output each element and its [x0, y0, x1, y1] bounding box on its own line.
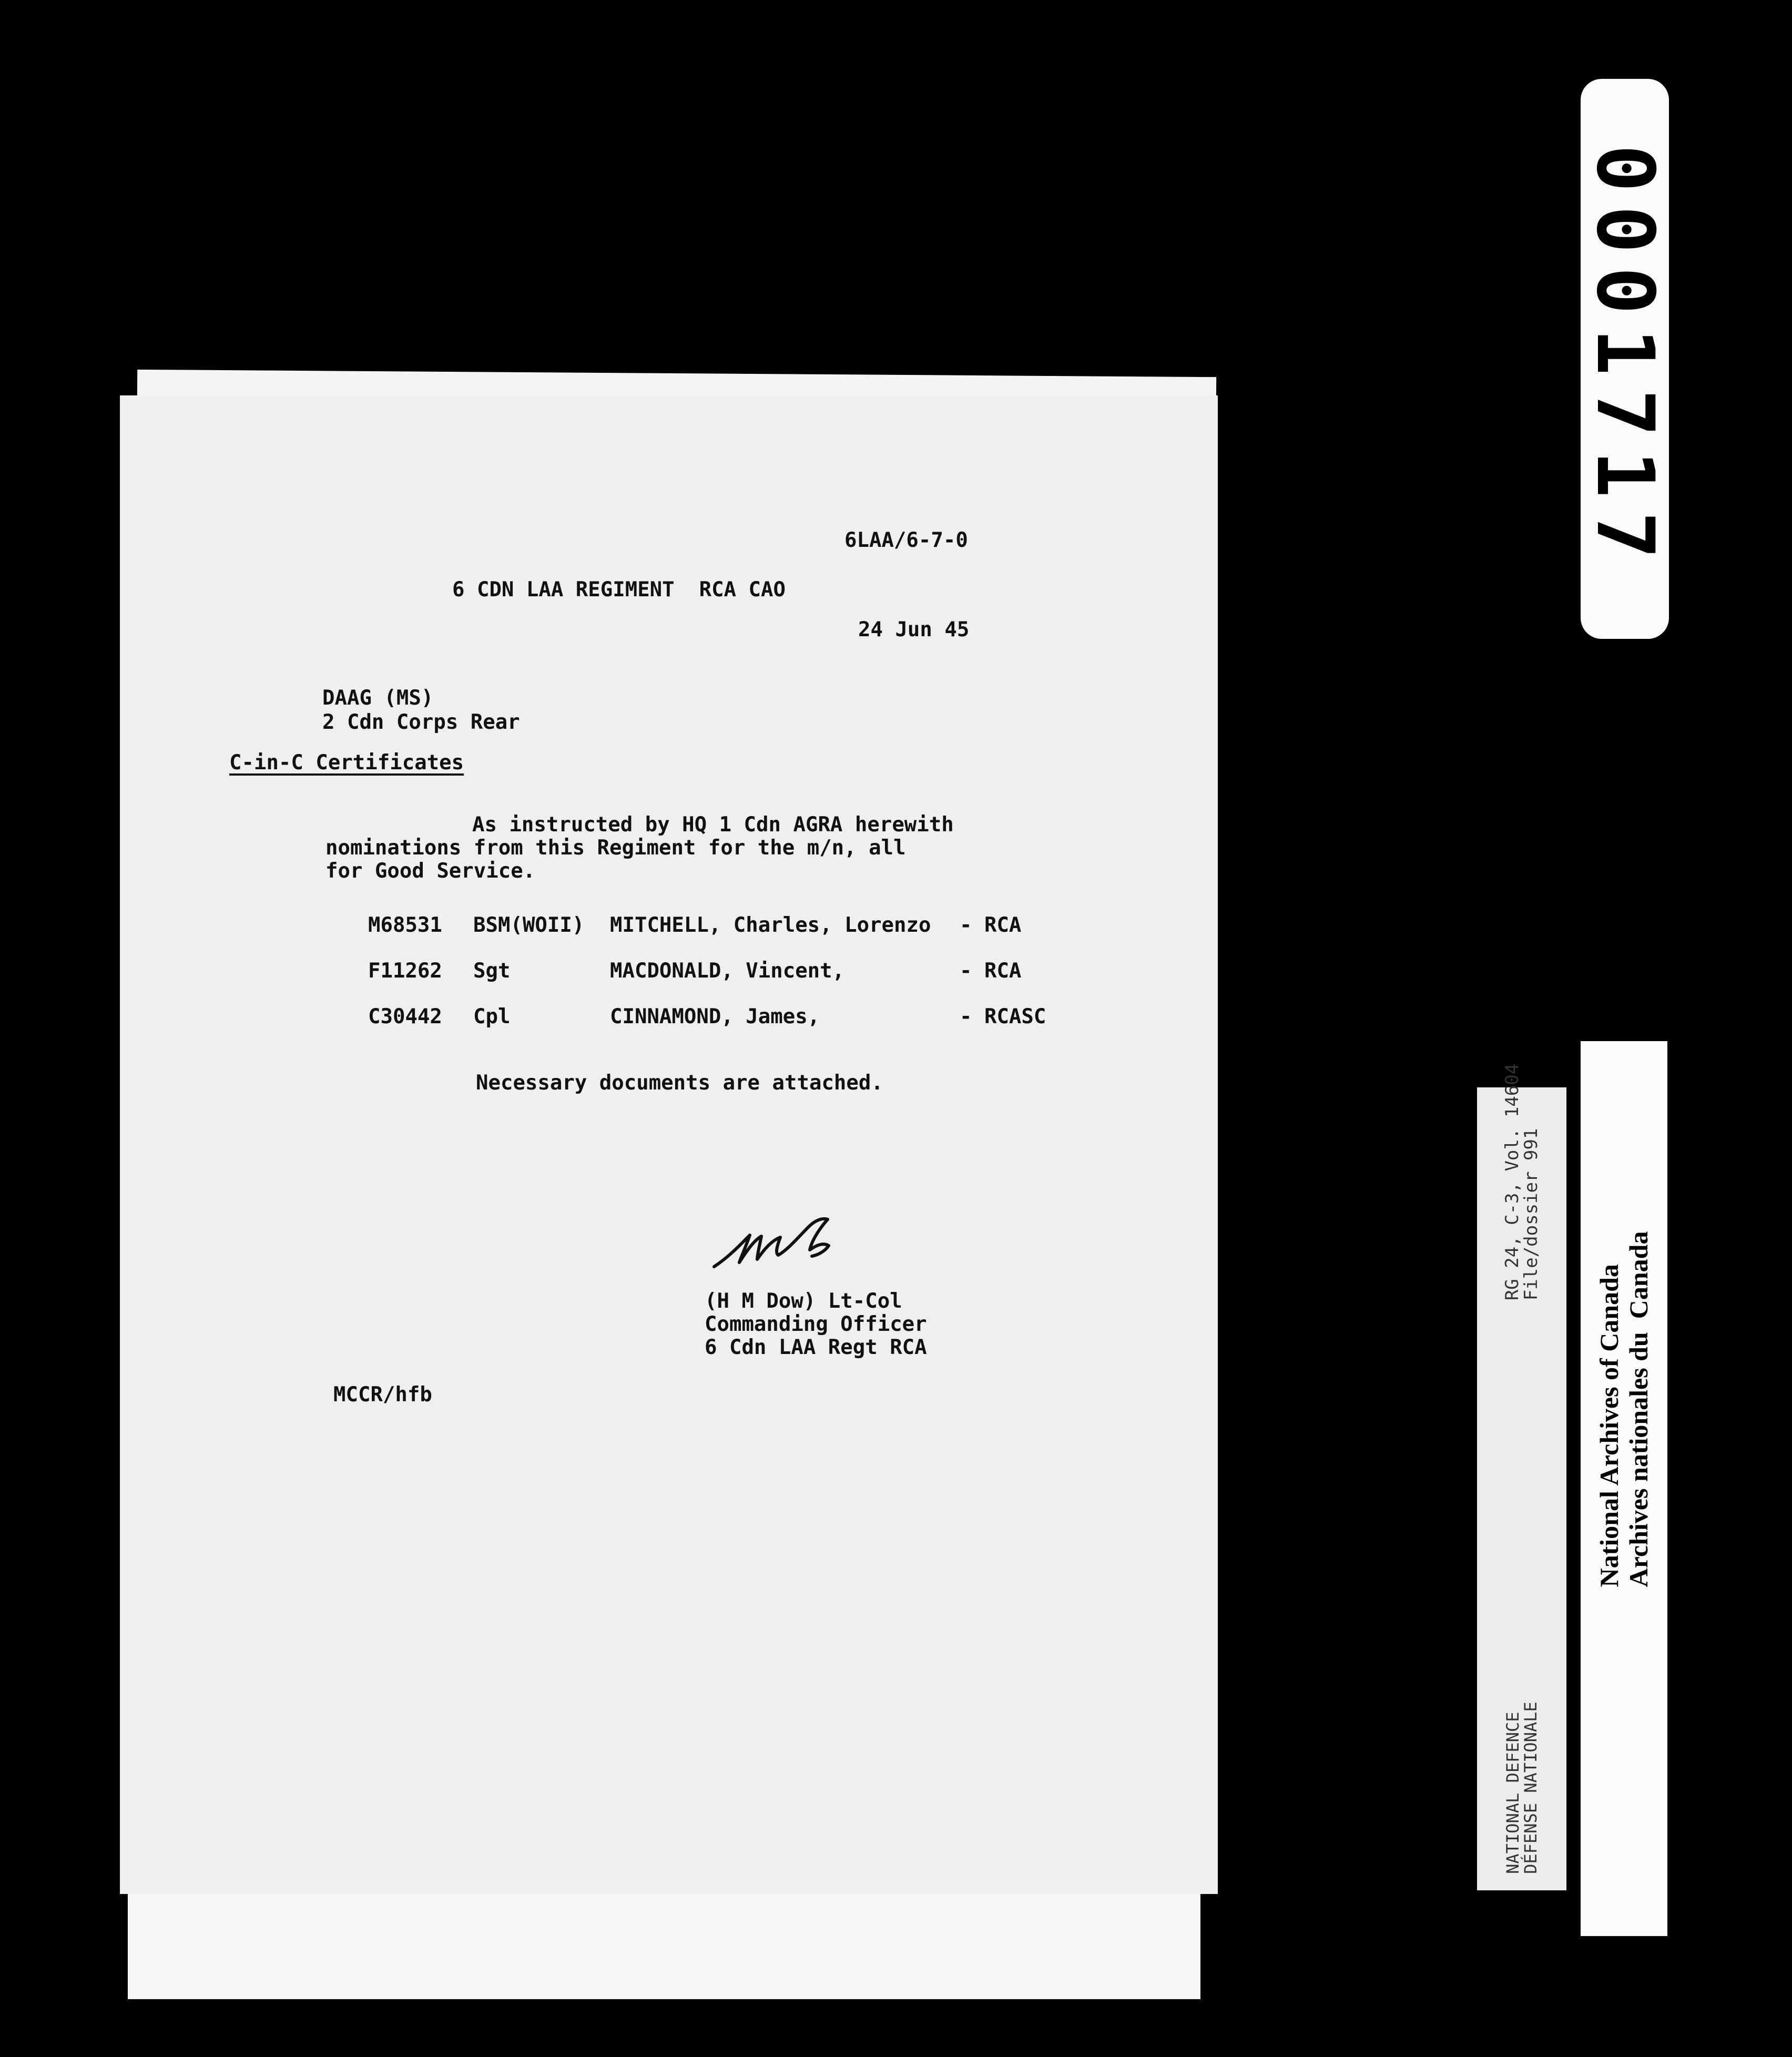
nomination-corps: - RCA — [960, 913, 1022, 937]
nomination-rank: BSM(WOII) — [473, 913, 585, 937]
body-line-2: nominations from this Regiment for the m/n, all — [325, 836, 906, 860]
department-name — [1504, 1702, 1540, 1874]
document-page — [120, 395, 1218, 1894]
nomination-number: F11262 — [368, 959, 442, 983]
signature — [709, 1208, 867, 1276]
nomination-name: CINNAMOND, James, — [610, 1005, 820, 1028]
body-line-1: As instructed by HQ 1 Cdn AGRA herewith — [472, 813, 954, 837]
nomination-number: M68531 — [368, 913, 442, 937]
unit-header: 6 CDN LAA REGIMENT RCA CAO — [452, 578, 786, 602]
frame-number: 0001717 — [1579, 144, 1671, 573]
signatory-unit: 6 Cdn LAA Regt RCA — [705, 1336, 927, 1359]
nomination-rank: Sgt — [473, 959, 511, 983]
department-line-2: DÉFENSE NATIONALE — [1521, 1702, 1541, 1874]
nomination-rank: Cpl — [473, 1005, 511, 1028]
archive-reference-line-2: File/dossier 991 — [1521, 1128, 1542, 1301]
nomination-corps: - RCASC — [960, 1005, 1046, 1028]
signatory-title: Commanding Officer — [705, 1312, 927, 1336]
nomination-row — [368, 913, 1104, 938]
archive-name-label — [1581, 1041, 1667, 1936]
nominations-list — [368, 913, 1104, 1040]
department-line-1: NATIONAL DEFENCE — [1503, 1712, 1523, 1874]
reference-initials: MCCR/hfb — [333, 1383, 432, 1407]
nomination-name: MACDONALD, Vincent, — [610, 959, 845, 983]
frame-counter — [1581, 79, 1669, 639]
archive-name-line-1: National Archives of Canada — [1594, 1264, 1624, 1587]
body-line-3: for Good Service. — [325, 859, 536, 883]
nomination-corps: - RCA — [960, 959, 1022, 983]
archive-reference-label — [1477, 1063, 1566, 1890]
archive-reference-line-1: RG 24, C-3, Vol. 14604 — [1502, 1063, 1523, 1301]
subject-heading: C-in-C Certificates — [229, 751, 464, 775]
signatory-name: (H M Dow) Lt-Col — [705, 1289, 902, 1313]
nomination-name: MITCHELL, Charles, Lorenzo — [610, 913, 931, 937]
letter-date: 24 Jun 45 — [858, 618, 970, 641]
archive-reference — [1503, 1064, 1541, 1300]
nomination-number: C30442 — [368, 1005, 442, 1028]
archive-name — [1594, 1231, 1653, 1587]
addressee-line-1: DAAG (MS) — [322, 686, 434, 710]
archive-name-line-2: Archives nationales du Canada — [1624, 1231, 1653, 1587]
attachments-note: Necessary documents are attached. — [476, 1071, 883, 1095]
addressee-line-2: 2 Cdn Corps Rear — [322, 710, 520, 734]
file-reference: 6LAA/6-7-0 — [844, 528, 968, 552]
nomination-row — [368, 1005, 1104, 1029]
nomination-row — [368, 959, 1104, 983]
